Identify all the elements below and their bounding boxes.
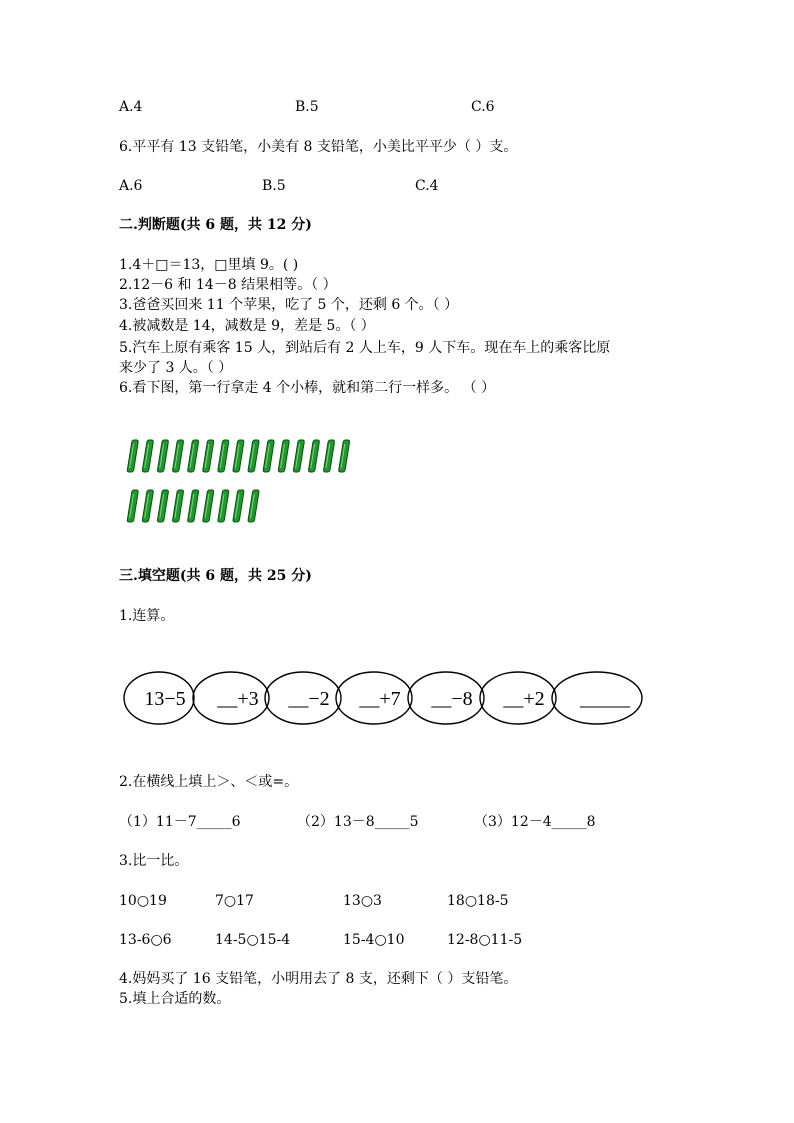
q5-option-b: B.5 (295, 99, 319, 115)
judge-item-2: 2.12－6 和 14－8 结果相等。（ ） (119, 277, 337, 293)
chain-label-4: __+7 (359, 688, 401, 710)
compare-1-2: 7○17 (215, 893, 254, 909)
judge-item-1: 1.4＋□＝13，□里填 9。( ) (119, 257, 299, 273)
fill-q2-part2: （2）13－8_____5 (297, 814, 419, 830)
chain-label-3: __−2 (288, 688, 330, 710)
section2-title: 二.判断题(共 6 题，共 12 分) (119, 217, 312, 233)
compare-1-3: 13○3 (343, 893, 382, 909)
compare-2-3: 15-4○10 (343, 932, 405, 948)
chain-label-6: __+2 (503, 688, 545, 710)
fill-q2-part3: （3）12－4_____8 (474, 814, 596, 830)
q6-option-a: A.6 (119, 178, 143, 194)
chain-label-5: __−8 (431, 688, 473, 710)
fill-q4: 4.妈妈买了 16 支铅笔，小明用去了 8 支，还剩下（ ）支铅笔。 (119, 971, 518, 987)
fill-q5: 5.填上合适的数。 (119, 991, 231, 1007)
section3-title: 三.填空题(共 6 题，共 25 分) (119, 568, 312, 584)
judge-item-4: 4.被减数是 14，减数是 9，差是 5。（ ） (119, 318, 375, 334)
fill-q2-label: 2.在横线上填上＞、＜或=。 (119, 774, 299, 790)
compare-2-2: 14-5○15-4 (215, 932, 291, 948)
judge-item-6: 6.看下图，第一行拿走 4 个小棒，就和第二行一样多。 （ ） (119, 380, 496, 396)
chain-label-7: _____ (580, 688, 630, 710)
q5-option-c: C.6 (471, 99, 495, 115)
q6-option-b: B.5 (262, 178, 286, 194)
chain-label-2: __+3 (217, 688, 259, 710)
judge-item-5-cont: 来少了 3 人。（ ） (119, 360, 233, 376)
compare-1-4: 18○18-5 (447, 893, 509, 909)
compare-2-1: 13-6○6 (119, 932, 172, 948)
judge-item-3: 3.爸爸买回来 11 个苹果，吃了 5 个，还剩 6 个。（ ） (119, 297, 459, 313)
fill-q1-label: 1.连算。 (119, 608, 175, 624)
q6-option-c: C.4 (415, 178, 439, 194)
judge-item-5: 5.汽车上原有乘客 15 人，到站后有 2 人上车，9 人下车。现在车上的乘客比原 (119, 340, 611, 356)
fill-q2-part1: （1）11－7_____6 (119, 814, 241, 830)
fill-q3-label: 3.比一比。 (119, 853, 189, 869)
chain-label-1: 13−5 (144, 688, 186, 710)
compare-1-1: 10○19 (119, 893, 167, 909)
compare-2-4: 12-8○11-5 (447, 932, 523, 948)
q6-text: 6.平平有 13 支铅笔，小美有 8 支铅笔，小美比平平少（ ）支。 (119, 139, 518, 155)
q5-option-a: A.4 (119, 99, 143, 115)
